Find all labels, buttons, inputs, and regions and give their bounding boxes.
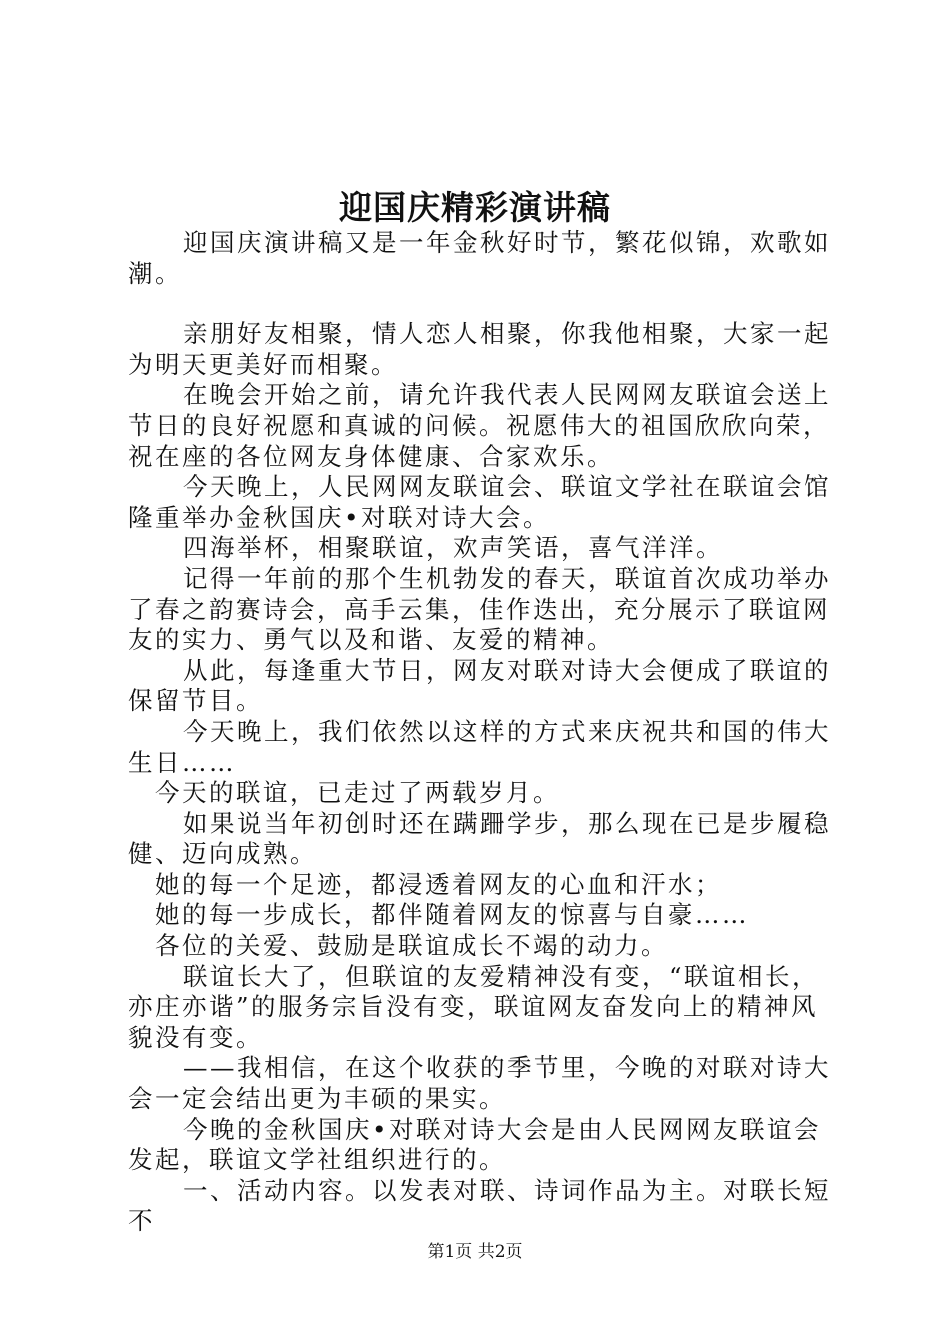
paragraph-gap xyxy=(128,289,840,319)
paragraph-8: 今天晚上，我们依然以这样的方式来庆祝共和国的伟大生日…… xyxy=(128,716,831,777)
paragraph-11: 她的每一个足迹，都浸透着网友的心血和汗水； xyxy=(155,869,722,899)
paragraph-2: 亲朋好友相聚，情人恋人相聚，你我他相聚，大家一起为明天更美好而相聚。 xyxy=(128,319,831,379)
paragraph-10: 如果说当年初创时还在蹒跚学步，那么现在已是步履稳健、迈向成熟。 xyxy=(128,808,831,869)
paragraph-12: 她的每一步成长，都伴随着网友的惊喜与自豪…… xyxy=(155,900,749,930)
paragraph-1: 迎国庆演讲稿又是一年金秋好时节，繁花似锦，欢歌如潮。 xyxy=(128,228,831,288)
paragraph-9: 今天的联谊，已走过了两载岁月。 xyxy=(155,778,560,808)
paragraph-17: 一、活动内容。以发表对联、诗词作品为主。对联长短不 xyxy=(128,1175,831,1236)
paragraph-15: ——我相信，在这个收获的季节里，今晚的对联对诗大会一定会结出更为丰硕的果实。 xyxy=(128,1053,831,1114)
paragraph-3: 在晚会开始之前，请允许我代表人民网网友联谊会送上节日的良好祝愿和真诚的问候。祝愿伟大的祖国欣欣向荣，祝在座的各位网友身体健康、合家欢乐。 xyxy=(128,380,831,471)
document-title: 迎国庆精彩演讲稿 xyxy=(339,188,611,227)
paragraph-6: 记得一年前的那个生机勃发的春天，联谊首次成功举办了春之韵赛诗会，高手云集，佳作迭出，充分展示了联谊网友的实力、勇气以及和谐、友爱的精神。 xyxy=(128,563,831,655)
paragraph-5: 四海举杯，相聚联谊，欢声笑语，喜气洋洋。 xyxy=(183,533,723,563)
paragraph-7: 从此，每逢重大节日，网友对联对诗大会便成了联谊的保留节目。 xyxy=(128,655,831,716)
page-number-footer: 第1页 共2页 xyxy=(427,1242,523,1262)
paragraph-16: 今晚的金秋国庆•对联对诗大会是由人民网网友联谊会发起，联谊文学社组织进行的。 xyxy=(128,1114,821,1175)
paragraph-13: 各位的关爱、鼓励是联谊成长不竭的动力。 xyxy=(155,931,668,961)
paragraph-14: 联谊长大了，但联谊的友爱精神没有变，“联谊相长，亦庄亦谐”的服务宗旨没有变，联谊网友奋发向上的精神风貌没有变。 xyxy=(128,961,820,1052)
paragraph-4: 今天晚上，人民网网友联谊会、联谊文学社在联谊会馆隆重举办金秋国庆•对联对诗大会。 xyxy=(128,472,831,532)
document-body xyxy=(128,228,840,1237)
